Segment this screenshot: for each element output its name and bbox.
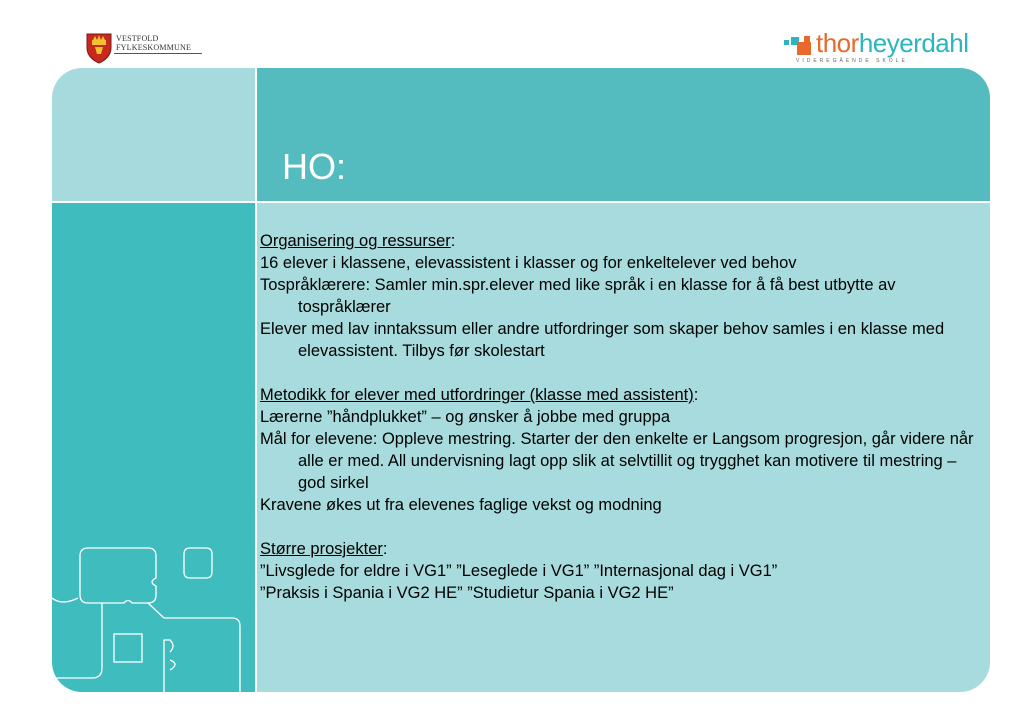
school-subtitle: VIDEREGÅENDE SKOLE [796, 58, 908, 64]
section-heading-text: Metodikk for elever med utfordringer (klasse med assistent) [260, 386, 694, 404]
section-heading [260, 538, 980, 560]
school-squares-icon [782, 34, 814, 56]
section-heading [260, 230, 980, 252]
school-name-thor: thor [816, 28, 859, 58]
section-heading-text: Større prosjekter [260, 540, 383, 558]
county-name-line1: VESTFOLD [116, 34, 159, 43]
body-line: Mål for elevene: Oppleve mestring. Starter der den enkelte er Langsom progresjon, går videre når alle er med. All undervisning lagt opp slik at selvtillit og trygghet kan motivere til mestring – god sirkel [260, 430, 974, 492]
spacer [260, 362, 980, 384]
vertical-divider [255, 68, 257, 692]
body-line: Kravene økes ut fra elevenes faglige vekst og modning [260, 496, 662, 514]
slide-title: HO: [282, 146, 347, 187]
county-underline [114, 53, 202, 54]
slide-panel [52, 68, 990, 692]
section-heading-suffix: : [450, 232, 456, 250]
county-name-line2: FYLKESKOMMUNE [116, 43, 192, 52]
school-logo [782, 28, 982, 68]
decorative-shapes [52, 528, 255, 692]
panel-title-area [257, 68, 990, 201]
body-line: ”Praksis i Spania i VG2 HE” ”Studietur Spania i VG2 HE” [260, 584, 674, 602]
slide-body [260, 230, 980, 604]
body-line: 16 elever i klassene, elevassistent i klasser og for enkeltelever ved behov [260, 254, 797, 272]
body-line: ”Livsglede for eldre i VG1” ”Leseglede i VG1” ”Internasjonal dag i VG1” [260, 562, 778, 580]
body-line: Elever med lav inntakssum eller andre utfordringer som skaper behov samles i en klasse med elevassistent. Tilbys før skolestart [260, 320, 945, 360]
school-name [816, 28, 969, 58]
section-heading-text: Organisering og ressurser [260, 232, 451, 250]
section-heading [260, 384, 980, 406]
section-heading-suffix: : [382, 540, 388, 558]
body-line: Lærerne ”håndplukket” – og ønsker å jobbe med gruppa [260, 408, 670, 426]
panel-top-left [52, 68, 255, 201]
section-heading-suffix: : [693, 386, 699, 404]
county-name [116, 34, 191, 52]
county-logo [80, 28, 210, 68]
spacer [260, 516, 980, 538]
school-name-heyerdahl: heyerdahl [858, 28, 969, 58]
body-line: Tospråklærere: Samler min.spr.elever med like språk i en klasse for å få best utbytte av tospråklærer [260, 276, 896, 316]
crest-icon [86, 32, 112, 64]
horizontal-divider [52, 201, 990, 203]
